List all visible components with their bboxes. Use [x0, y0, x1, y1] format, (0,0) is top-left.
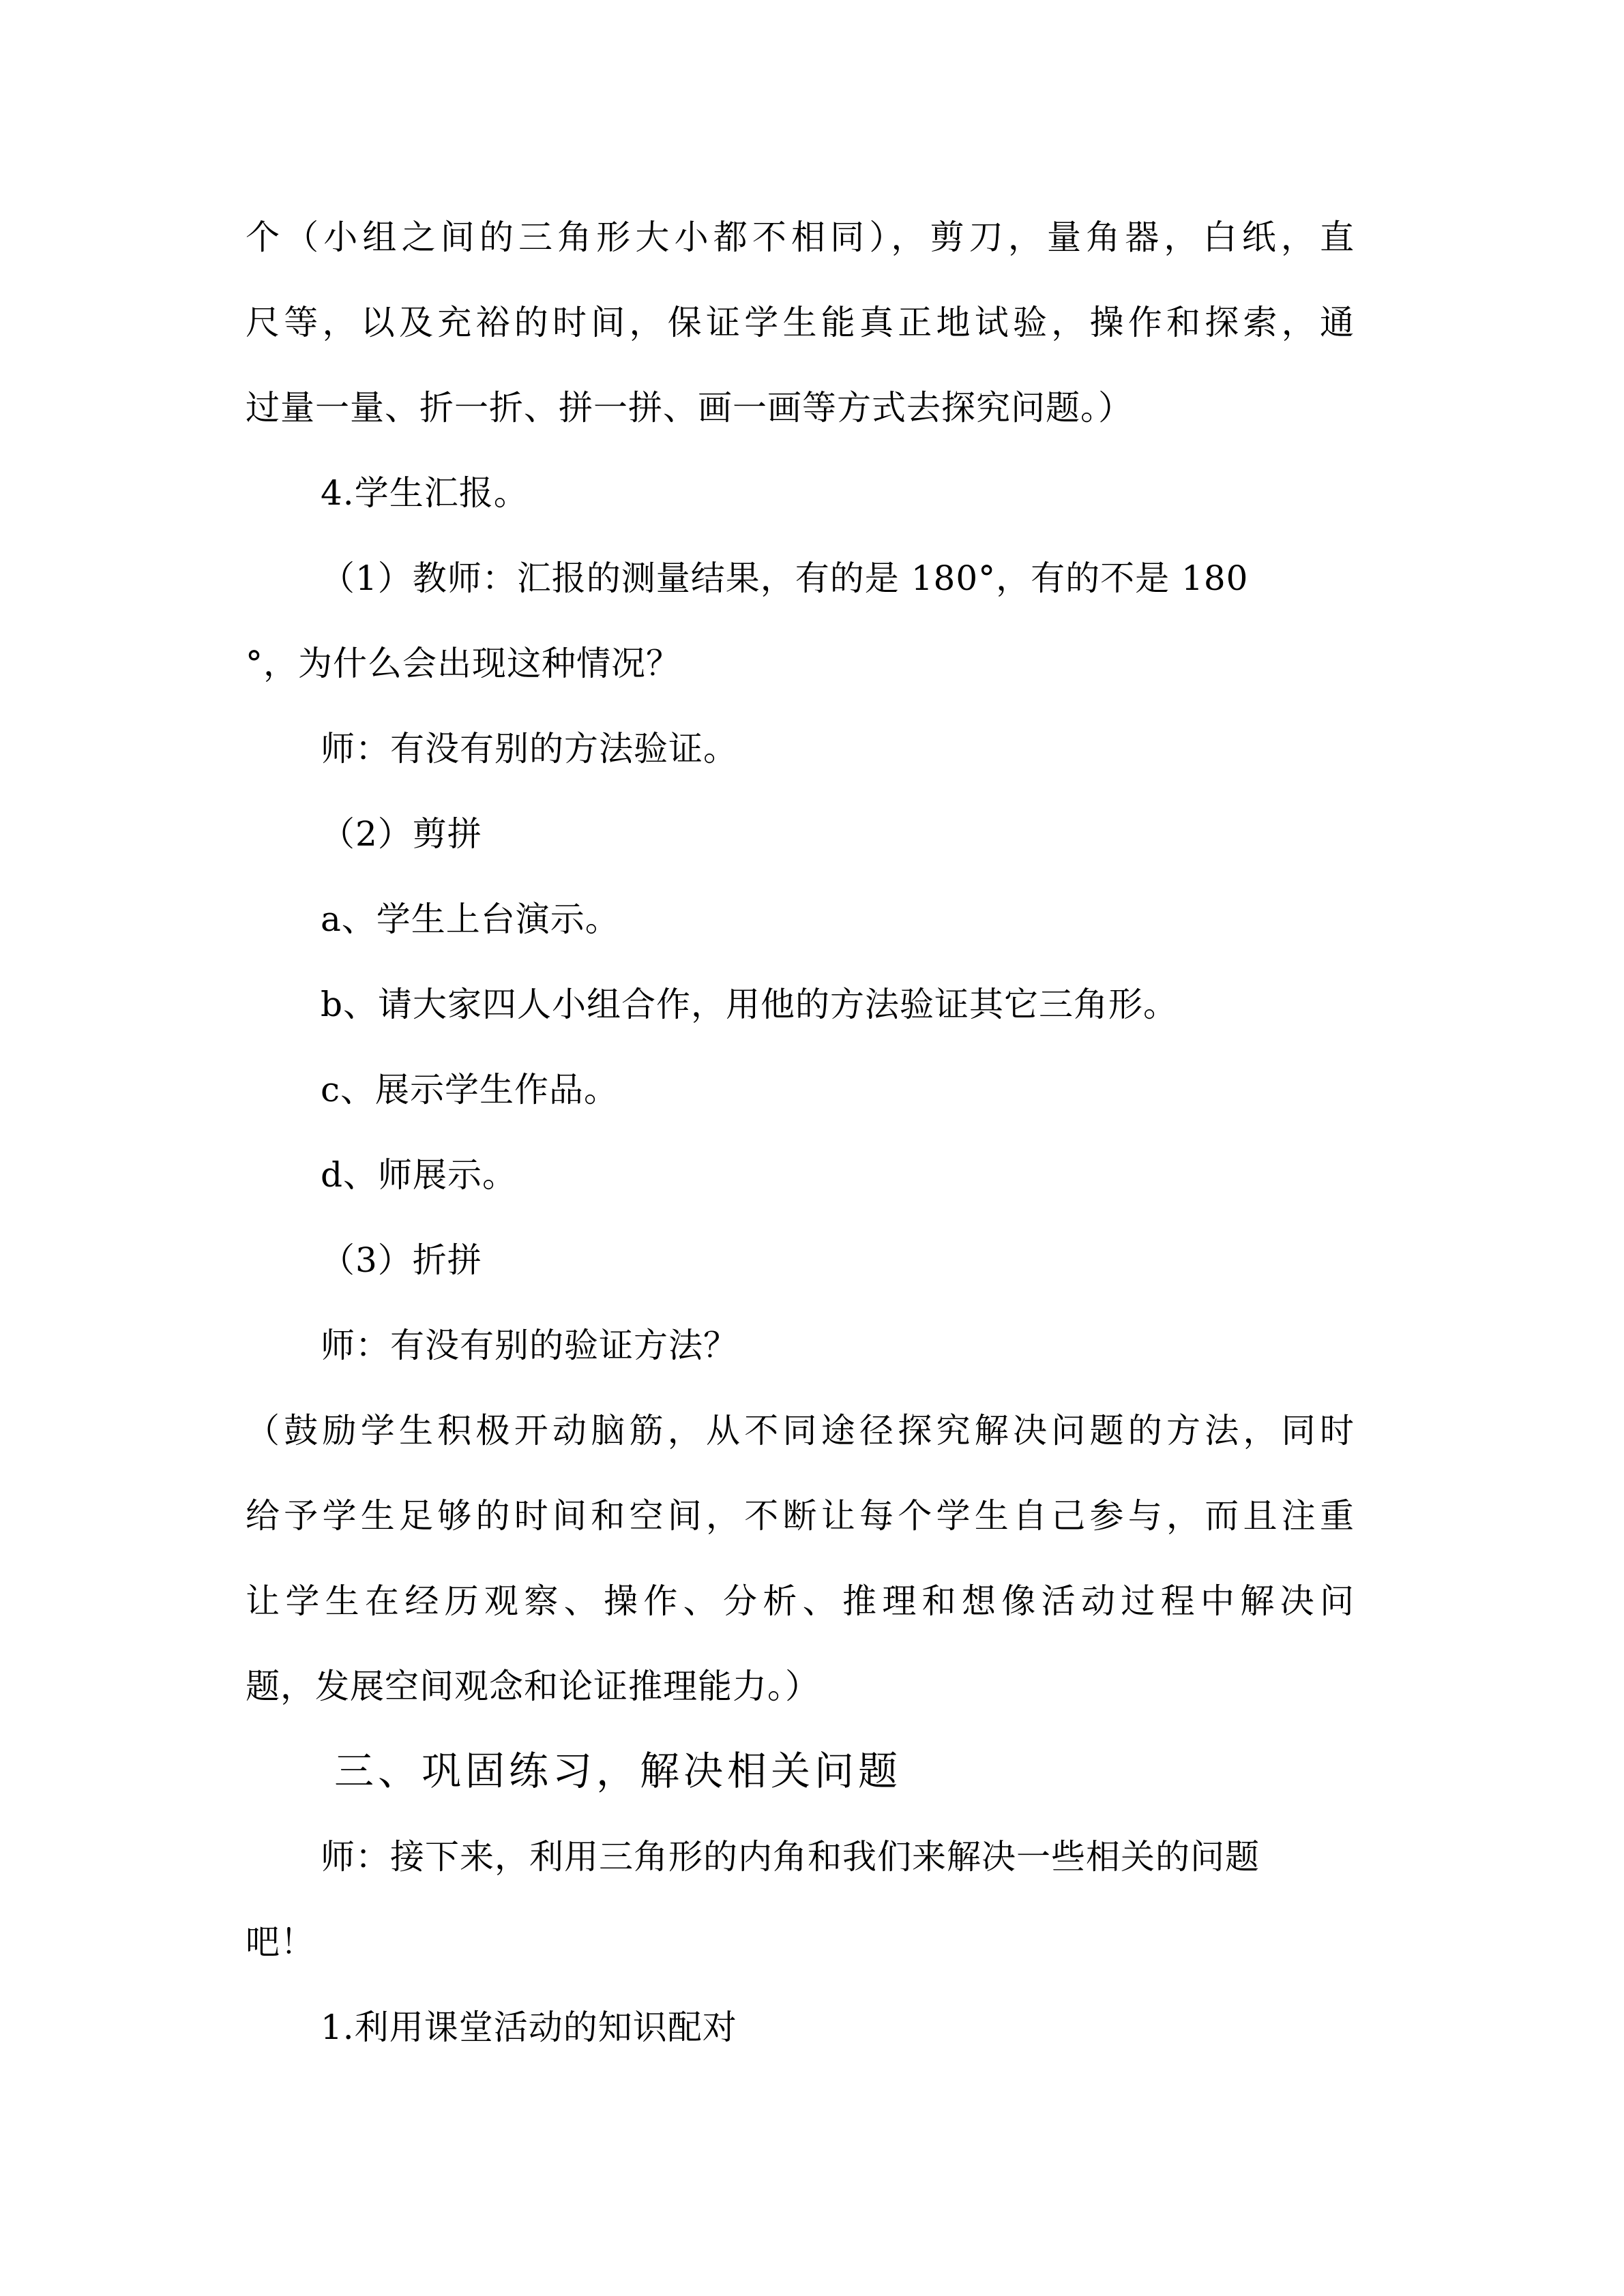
- fold-assemble-title: （3）折拼: [321, 1240, 482, 1280]
- item-b: b、请大家四人小组合作，用他的方法验证其它三角形。: [321, 985, 1179, 1024]
- item-a: a、学生上台演示。: [321, 899, 620, 939]
- teacher-intro-line-1: 师：接下来，利用三角形的内角和我们来解决一些相关的问题: [321, 1837, 1260, 1877]
- report1-line-1: （1）教师：汇报的测量结果，有的是 180°，有的不是 180: [321, 558, 1249, 598]
- encourage-line-3: 让学生在经历观察、操作、分析、推理和想像活动过程中解决问: [246, 1581, 1354, 1621]
- teacher-question-2: 师：有没有别的验证方法？: [321, 1326, 738, 1365]
- materials-line-3: 过量一量、折一折、拼一拼、画一画等方式去探究问题。）: [246, 388, 1133, 428]
- encourage-line-2: 给予学生足够的时间和空间，不断让每个学生自己参与，而且注重: [246, 1496, 1354, 1536]
- step1-title: 1.利用课堂活动的知识配对: [321, 2008, 737, 2047]
- teacher-intro-line-2: 吧！: [246, 1922, 315, 1962]
- encourage-line-1: （鼓励学生积极开动脑筋，从不同途径探究解决问题的方法，同时: [246, 1411, 1354, 1450]
- report1-line-2: °，为什么会出现这种情况？: [246, 644, 681, 683]
- cut-assemble-title: （2）剪拼: [321, 814, 482, 854]
- item-c: c、展示学生作品。: [321, 1070, 619, 1109]
- materials-line-1: 个（小组之间的三角形大小都不相同），剪刀，量角器，白纸，直: [246, 218, 1354, 257]
- step4-title: 4.学生汇报。: [321, 473, 529, 513]
- teacher-question-1: 师：有没有别的方法验证。: [321, 729, 738, 769]
- encourage-line-4: 题，发展空间观念和论证推理能力。）: [246, 1667, 820, 1706]
- item-d: d、师展示。: [321, 1155, 518, 1195]
- section3-heading: 三、巩固练习，解决相关问题: [334, 1748, 902, 1794]
- materials-line-2: 尺等，以及充裕的时间，保证学生能真正地试验，操作和探索，通: [246, 303, 1354, 342]
